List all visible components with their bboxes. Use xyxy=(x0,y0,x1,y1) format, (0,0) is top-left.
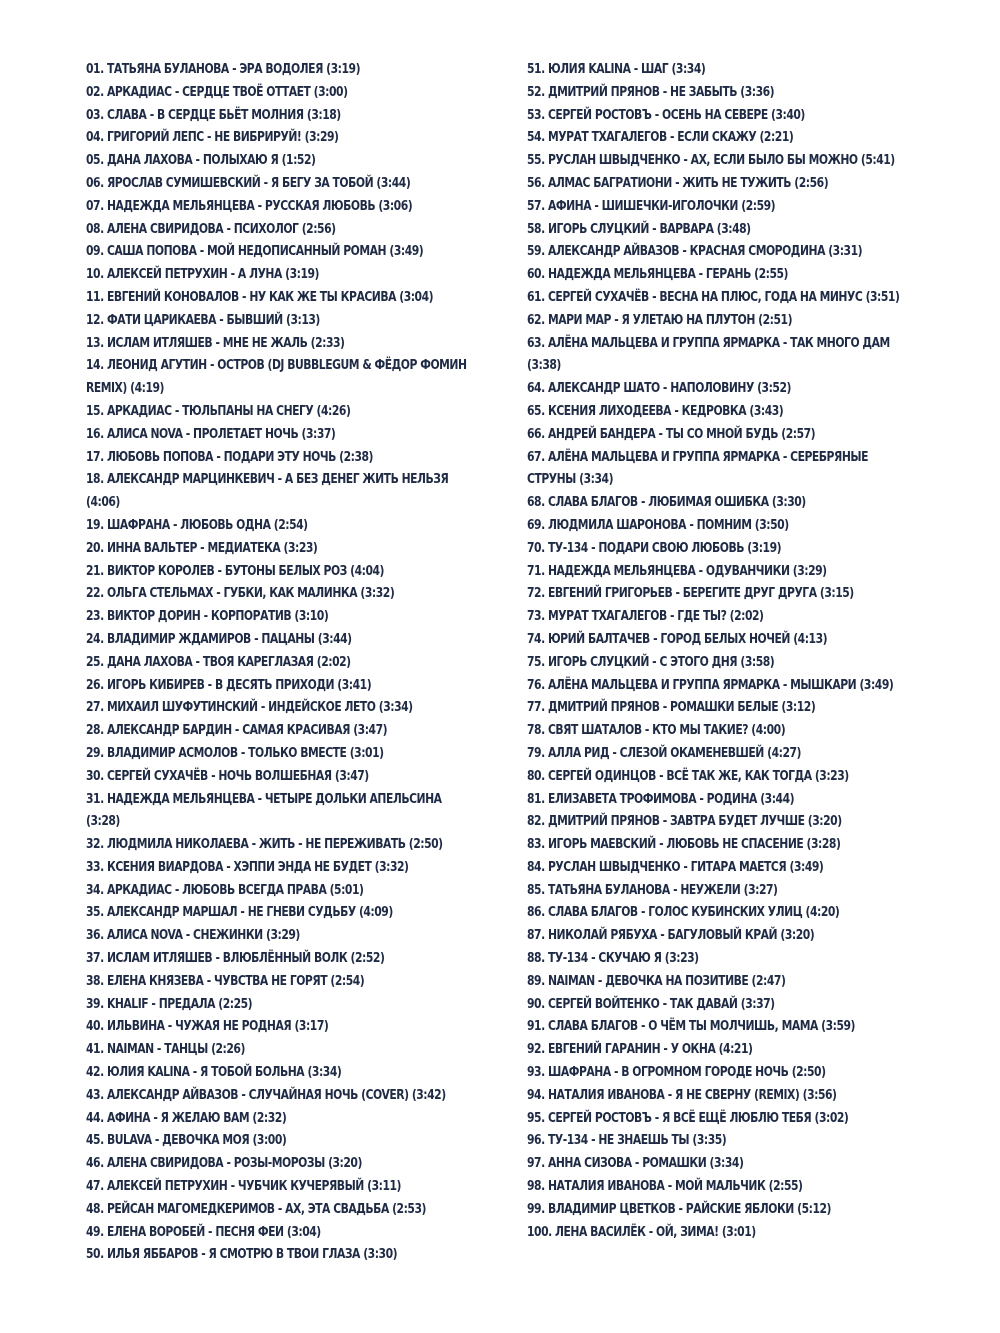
track-item: 81. ЕЛИЗАВЕТА ТРОФИМОВА - РОДИНА (3:44) xyxy=(527,790,795,807)
track-item: 74. ЮРИЙ БАЛТАЧЕВ - ГОРОД БЕЛЫХ НОЧЕЙ (4:13) xyxy=(527,630,828,647)
track-item: 86. СЛАВА БЛАГОВ - ГОЛОС КУБИНСКИХ УЛИЦ (4:20) xyxy=(527,904,840,921)
track-item: 38. ЕЛЕНА КНЯЗЕВА - ЧУВСТВА НЕ ГОРЯТ (2:54) xyxy=(86,972,365,989)
track-item: 96. ТУ-134 - НЕ ЗНАЕШЬ ТЫ (3:35) xyxy=(527,1132,727,1149)
track-item: 24. ВЛАДИМИР ЖДАМИРОВ - ПАЦАНЫ (3:44) xyxy=(86,630,352,647)
track-item: 35. АЛЕКСАНДР МАРШАЛ - НЕ ГНЕВИ СУДЬБУ (4:09) xyxy=(86,904,393,921)
track-item: 73. МУРАТ ТХАГАЛЕГОВ - ГДЕ ТЫ? (2:02) xyxy=(527,608,764,625)
track-item: 71. НАДЕЖДА МЕЛЬЯНЦЕВА - ОДУВАНЧИКИ (3:29) xyxy=(527,562,827,579)
track-item: 70. ТУ-134 - ПОДАРИ СВОЮ ЛЮБОВЬ (3:19) xyxy=(527,539,782,556)
track-item: 64. АЛЕКСАНДР ШАТО - НАПОЛОВИНУ (3:52) xyxy=(527,380,791,397)
track-item: 87. НИКОЛАЙ РЯБУХА - БАГУЛОВЫЙ КРАЙ (3:20) xyxy=(527,927,815,944)
track-item: 93. ШАФРАНА - В ОГРОМНОМ ГОРОДЕ НОЧЬ (2:50) xyxy=(527,1064,826,1081)
track-item: 39. KHALIF - ПРЕДАЛА (2:25) xyxy=(86,995,253,1012)
track-item: 11. ЕВГЕНИЙ КОНОВАЛОВ - НУ КАК ЖЕ ТЫ КРАСИВА (3:04) xyxy=(86,288,434,305)
track-item: 03. СЛАВА - В СЕРДЦЕ БЬЁТ МОЛНИЯ (3:18) xyxy=(86,106,341,123)
track-item: 65. КСЕНИЯ ЛИХОДЕЕВА - КЕДРОВКА (3:43) xyxy=(527,402,784,419)
track-item: 20. ИННА ВАЛЬТЕР - МЕДИАТЕКА (3:23) xyxy=(86,539,318,556)
track-item: 43. АЛЕКСАНДР АЙВАЗОВ - СЛУЧАЙНАЯ НОЧЬ (COVER) (3:42) xyxy=(86,1086,446,1103)
track-item: 27. МИХАИЛ ШУФУТИНСКИЙ - ИНДЕЙСКОЕ ЛЕТО (3:34) xyxy=(86,699,413,716)
track-item: 25. ДАНА ЛАХОВА - ТВОЯ КАРЕГЛАЗАЯ (2:02) xyxy=(86,653,351,670)
track-item: 33. КСЕНИЯ ВИАРДОВА - ХЭППИ ЭНДА НЕ БУДЕТ (3:32) xyxy=(86,858,409,875)
track-item: 45. BULAVA - ДЕВОЧКА МОЯ (3:00) xyxy=(86,1132,287,1149)
track-item: 22. ОЛЬГА СТЕЛЬМАХ - ГУБКИ, КАК МАЛИНКА (3:32) xyxy=(86,585,395,602)
track-item: 84. РУСЛАН ШВЫДЧЕНКО - ГИТАРА МАЕТСЯ (3:49) xyxy=(527,858,824,875)
track-item: 61. СЕРГЕЙ СУХАЧЁВ - ВЕСНА НА ПЛЮС, ГОДА НА МИНУС (3:51) xyxy=(527,288,900,305)
track-item: 02. АРКАДИАС - СЕРДЦЕ ТВОЁ ОТТАЕТ (3:00) xyxy=(86,83,348,100)
track-item: 15. АРКАДИАС - ТЮЛЬПАНЫ НА СНЕГУ (4:26) xyxy=(86,402,351,419)
track-item: 21. ВИКТОР КОРОЛЕВ - БУТОНЫ БЕЛЫХ РОЗ (4:04) xyxy=(86,562,384,579)
track-item: 46. АЛЕНА СВИРИДОВА - РОЗЫ-МОРОЗЫ (3:20) xyxy=(86,1155,362,1172)
track-item: 72. ЕВГЕНИЙ ГРИГОРЬЕВ - БЕРЕГИТЕ ДРУГ ДРУГА (3:15) xyxy=(527,585,854,602)
track-item: 76. АЛЁНА МАЛЬЦЕВА И ГРУППА ЯРМАРКА - МЫШКАРИ (3:49) xyxy=(527,676,894,693)
track-item: 51. ЮЛИЯ KALINA - ШАГ (3:34) xyxy=(527,61,706,77)
track-item: 69. ЛЮДМИЛА ШАРОНОВА - ПОМНИМ (3:50) xyxy=(527,516,789,533)
track-item: 16. АЛИСА NOVA - ПРОЛЕТАЕТ НОЧЬ (3:37) xyxy=(86,425,336,442)
track-item: 12. ФАТИ ЦАРИКАЕВА - БЫВШИЙ (3:13) xyxy=(86,311,320,328)
tracklist-column-right xyxy=(527,58,915,1243)
track-item: 19. ШАФРАНА - ЛЮБОВЬ ОДНА (2:54) xyxy=(86,516,308,533)
track-item: 49. ЕЛЕНА ВОРОБЕЙ - ПЕСНЯ ФЕИ (3:04) xyxy=(86,1223,321,1240)
track-item: 29. ВЛАДИМИР АСМОЛОВ - ТОЛЬКО ВМЕСТЕ (3:01) xyxy=(86,744,384,761)
track-item: 07. НАДЕЖДА МЕЛЬЯНЦЕВА - РУССКАЯ ЛЮБОВЬ (3:06) xyxy=(86,197,413,214)
track-item: 48. РЕЙСАН МАГОМЕДКЕРИМОВ - АХ, ЭТА СВАДЬБА (2:53) xyxy=(86,1200,426,1217)
track-item: 79. АЛЛА РИД - СЛЕЗОЙ ОКАМЕНЕВШЕЙ (4:27) xyxy=(527,744,802,761)
track-item: 41. NAIMAN - ТАНЦЫ (2:26) xyxy=(86,1041,245,1058)
track-item: 53. СЕРГЕЙ РОСТОВЪ - ОСЕНЬ НА СЕВЕРЕ (3:40) xyxy=(527,106,805,123)
track-item: 62. МАРИ МАР - Я УЛЕТАЮ НА ПЛУТОН (2:51) xyxy=(527,311,793,328)
track-item: 100. ЛЕНА ВАСИЛЁК - ОЙ, ЗИМА! (3:01) xyxy=(527,1223,756,1240)
track-item: 31. НАДЕЖДА МЕЛЬЯНЦЕВА - ЧЕТЫРЕ ДОЛЬКИ АПЕЛЬСИНА (3:28) xyxy=(86,790,442,830)
track-item: 78. СВЯТ ШАТАЛОВ - КТО МЫ ТАКИЕ? (4:00) xyxy=(527,722,786,739)
track-item: 50. ИЛЬЯ ЯББАРОВ - Я СМОТРЮ В ТВОИ ГЛАЗА (3:30) xyxy=(86,1246,398,1263)
track-item: 47. АЛЕКСЕЙ ПЕТРУХИН - ЧУБЧИК КУЧЕРЯВЫЙ (3:11) xyxy=(86,1178,401,1195)
track-item: 26. ИГОРЬ КИБИРЕВ - В ДЕСЯТЬ ПРИХОДИ (3:41) xyxy=(86,676,372,693)
track-item: 40. ИЛЬВИНА - ЧУЖАЯ НЕ РОДНАЯ (3:17) xyxy=(86,1018,329,1035)
track-item: 18. АЛЕКСАНДР МАРЦИНКЕВИЧ - А БЕЗ ДЕНЕГ ЖИТЬ НЕЛЬЗЯ (4:06) xyxy=(86,471,449,511)
track-item: 98. НАТАЛИЯ ИВАНОВА - МОЙ МАЛЬЧИК (2:55) xyxy=(527,1178,803,1195)
tracklist-column-left xyxy=(86,58,474,1266)
track-item: 68. СЛАВА БЛАГОВ - ЛЮБИМАЯ ОШИБКА (3:30) xyxy=(527,494,806,511)
track-item: 90. СЕРГЕЙ ВОЙТЕНКО - ТАК ДАВАЙ (3:37) xyxy=(527,995,775,1012)
track-item: 82. ДМИТРИЙ ПРЯНОВ - ЗАВТРА БУДЕТ ЛУЧШЕ (3:20) xyxy=(527,813,842,830)
track-item: 55. РУСЛАН ШВЫДЧЕНКО - АХ, ЕСЛИ БЫЛО БЫ МОЖНО (5:41) xyxy=(527,152,895,169)
track-item: 63. АЛЁНА МАЛЬЦЕВА И ГРУППА ЯРМАРКА - ТАК МНОГО ДАМ (3:38) xyxy=(527,334,890,374)
track-item: 01. ТАТЬЯНА БУЛАНОВА - ЭРА ВОДОЛЕЯ (3:19) xyxy=(86,61,361,77)
track-item: 04. ГРИГОРИЙ ЛЕПС - НЕ ВИБРИРУЙ! (3:29) xyxy=(86,129,339,146)
track-item: 57. АФИНА - ШИШЕЧКИ-ИГОЛОЧКИ (2:59) xyxy=(527,197,776,214)
track-item: 91. СЛАВА БЛАГОВ - О ЧЁМ ТЫ МОЛЧИШЬ, МАМА (3:59) xyxy=(527,1018,855,1035)
track-item: 94. НАТАЛИЯ ИВАНОВА - Я НЕ СВЕРНУ (REMIX) (3:56) xyxy=(527,1086,837,1103)
track-item: 56. АЛМАС БАГРАТИОНИ - ЖИТЬ НЕ ТУЖИТЬ (2:56) xyxy=(527,174,829,191)
track-item: 28. АЛЕКСАНДР БАРДИН - САМАЯ КРАСИВАЯ (3:47) xyxy=(86,722,388,739)
track-item: 88. ТУ-134 - СКУЧАЮ Я (3:23) xyxy=(527,950,699,967)
track-item: 37. ИСЛАМ ИТЛЯШЕВ - ВЛЮБЛЁННЫЙ ВОЛК (2:52) xyxy=(86,950,385,967)
track-item: 34. АРКАДИАС - ЛЮБОВЬ ВСЕГДА ПРАВА (5:01) xyxy=(86,881,364,898)
track-item: 77. ДМИТРИЙ ПРЯНОВ - РОМАШКИ БЕЛЫЕ (3:12) xyxy=(527,699,816,716)
track-item: 44. АФИНА - Я ЖЕЛАЮ ВАМ (2:32) xyxy=(86,1109,287,1126)
track-item: 42. ЮЛИЯ KALINA - Я ТОБОЙ БОЛЬНА (3:34) xyxy=(86,1064,342,1081)
track-item: 17. ЛЮБОВЬ ПОПОВА - ПОДАРИ ЭТУ НОЧЬ (2:38) xyxy=(86,448,374,465)
track-item: 99. ВЛАДИМИР ЦВЕТКОВ - РАЙСКИЕ ЯБЛОКИ (5:12) xyxy=(527,1200,831,1217)
track-item: 97. АННА СИЗОВА - РОМАШКИ (3:34) xyxy=(527,1155,744,1172)
track-item: 75. ИГОРЬ СЛУЦКИЙ - С ЭТОГО ДНЯ (3:58) xyxy=(527,653,775,670)
track-item: 67. АЛЁНА МАЛЬЦЕВА И ГРУППА ЯРМАРКА - СЕРЕБРЯНЫЕ СТРУНЫ (3:34) xyxy=(527,448,868,488)
track-item: 30. СЕРГЕЙ СУХАЧЁВ - НОЧЬ ВОЛШЕБНАЯ (3:47) xyxy=(86,767,369,784)
track-item: 80. СЕРГЕЙ ОДИНЦОВ - ВСЁ ТАК ЖЕ, КАК ТОГДА (3:23) xyxy=(527,767,849,784)
track-item: 59. АЛЕКСАНДР АЙВАЗОВ - КРАСНАЯ СМОРОДИНА (3:31) xyxy=(527,243,863,260)
track-item: 66. АНДРЕЙ БАНДЕРА - ТЫ СО МНОЙ БУДЬ (2:57) xyxy=(527,425,816,442)
track-item: 85. ТАТЬЯНА БУЛАНОВА - НЕУЖЕЛИ (3:27) xyxy=(527,881,778,898)
track-item: 54. МУРАТ ТХАГАЛЕГОВ - ЕСЛИ СКАЖУ (2:21) xyxy=(527,129,794,146)
track-item: 89. NAIMAN - ДЕВОЧКА НА ПОЗИТИВЕ (2:47) xyxy=(527,972,786,989)
track-item: 36. АЛИСА NOVA - СНЕЖИНКИ (3:29) xyxy=(86,927,300,944)
track-item: 08. АЛЕНА СВИРИДОВА - ПСИХОЛОГ (2:56) xyxy=(86,220,336,237)
track-item: 09. САША ПОПОВА - МОЙ НЕДОПИСАННЫЙ РОМАН (3:49) xyxy=(86,243,424,260)
track-item: 05. ДАНА ЛАХОВА - ПОЛЫХАЮ Я (1:52) xyxy=(86,152,316,169)
track-item: 83. ИГОРЬ МАЕВСКИЙ - ЛЮБОВЬ НЕ СПАСЕНИЕ (3:28) xyxy=(527,836,841,853)
track-item: 13. ИСЛАМ ИТЛЯШЕВ - МНЕ НЕ ЖАЛЬ (2:33) xyxy=(86,334,345,351)
track-item: 32. ЛЮДМИЛА НИКОЛАЕВА - ЖИТЬ - НЕ ПЕРЕЖИВАТЬ (2:50) xyxy=(86,836,443,853)
track-item: 95. СЕРГЕЙ РОСТОВЪ - Я ВСЁ ЕЩЁ ЛЮБЛЮ ТЕБЯ (3:02) xyxy=(527,1109,849,1126)
track-item: 06. ЯРОСЛАВ СУМИШЕВСКИЙ - Я БЕГУ ЗА ТОБОЙ (3:44) xyxy=(86,174,411,191)
track-item: 23. ВИКТОР ДОРИН - КОРПОРАТИВ (3:10) xyxy=(86,608,329,625)
track-item: 52. ДМИТРИЙ ПРЯНОВ - НЕ ЗАБЫТЬ (3:36) xyxy=(527,83,775,100)
track-item: 10. АЛЕКСЕЙ ПЕТРУХИН - А ЛУНА (3:19) xyxy=(86,266,319,283)
track-item: 60. НАДЕЖДА МЕЛЬЯНЦЕВА - ГЕРАНЬ (2:55) xyxy=(527,266,788,283)
track-item: 58. ИГОРЬ СЛУЦКИЙ - ВАРВАРА (3:48) xyxy=(527,220,751,237)
track-item: 92. ЕВГЕНИЙ ГАРАНИН - У ОКНА (4:21) xyxy=(527,1041,753,1058)
track-item: 14. ЛЕОНИД АГУТИН - ОСТРОВ (DJ BUBBLEGUM & ФЁДОР ФОМИН REMIX) (4:19) xyxy=(86,357,467,397)
